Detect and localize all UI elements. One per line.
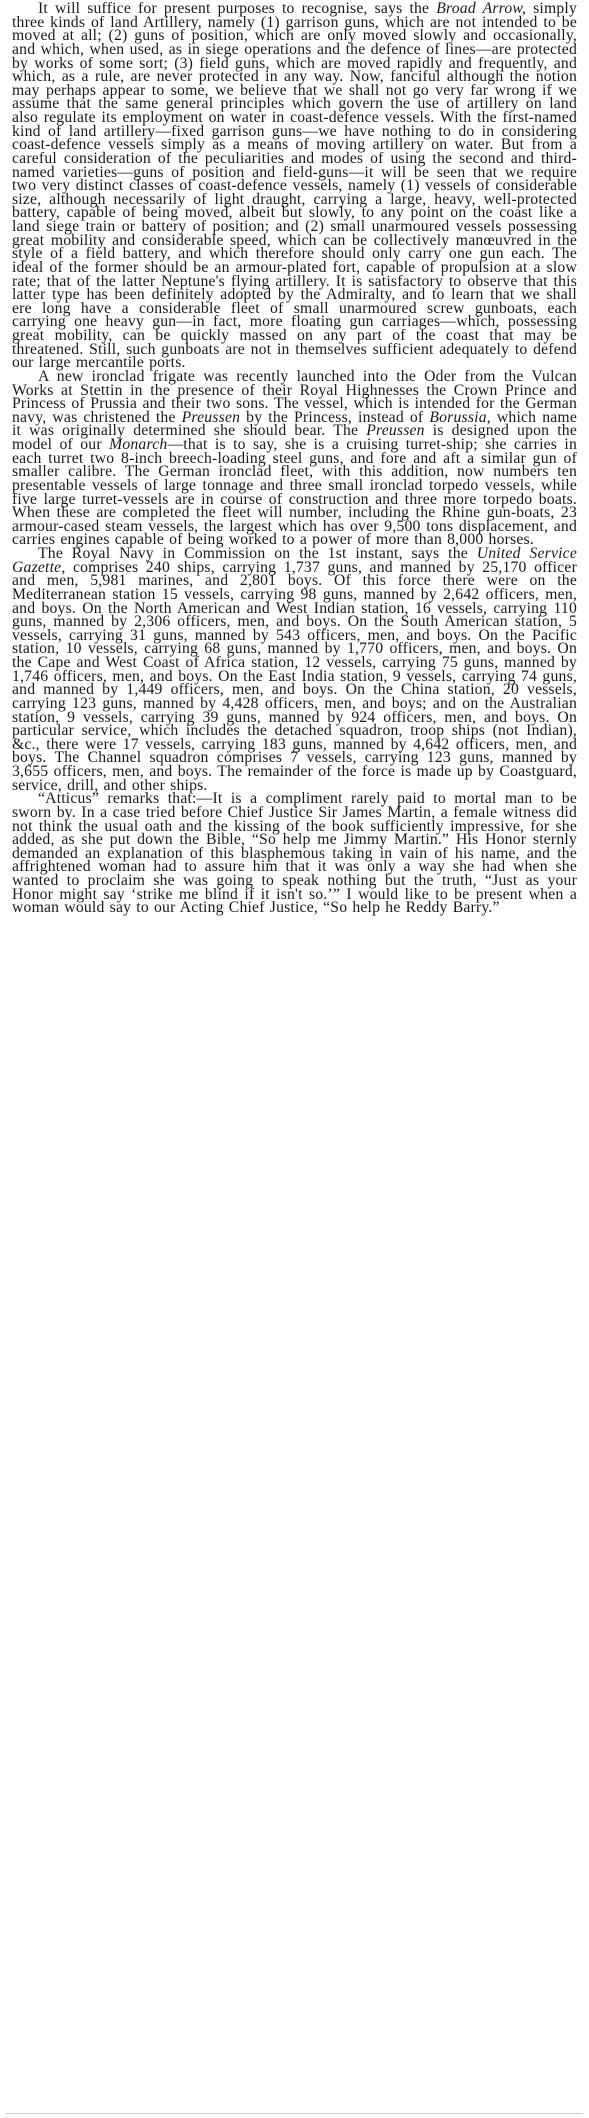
article-preussen-frigate: [12, 367, 578, 549]
italic-title-text: Preussen: [366, 422, 425, 440]
body-text: A new ironclad frigate was recently launched into the Oder from the Vulcan Works at Stettin in the presence of their Royal Highnesses the Crown Prince and Princess of Prussia and their two sons. The vessel, which is intended for the German navy, was christened the: [12, 367, 577, 426]
italic-title-text: United Service Gazette,: [12, 545, 577, 576]
article-atticus-oath: [12, 792, 577, 915]
italic-title-text: Broad Arrow,: [436, 0, 527, 17]
body-text: is designed upon the model of our: [12, 422, 578, 453]
body-text: which name it was originally determined she should bear. The: [12, 408, 577, 440]
column-bottom-rule: [6, 2113, 583, 2114]
article-coast-defence: [12, 2, 577, 370]
article-royal-navy-commission: [12, 547, 577, 792]
body-text: It will suffice for present purposes to recognise, says the: [38, 0, 437, 17]
italic-title-text: Preussen: [181, 408, 241, 426]
body-text: comprises 240 ships, carrying 1,737 guns, and manned by 25,170 officer and men, 5,981 marines, and 2,801 boys. Of this force there were on the Mediterranean station 15 vessels, carrying 98 guns, manned by 2,642 officers, men, and boys. On the North American and West Indian station, 16 vessels, carrying 110 guns, manned by 2,306 officers, men, and boys. On the South American station, 5 vessels, carrying 31 guns, manned by 543 officers, men, and boys. On the Pacific station, 10 vessels, carrying 68 guns, manned by 1,770 officers, men, and boys. On the Cape and West Coast of Africa station, 12 vessels, carrying 75 guns, manned by 1,746 officers, men, and boys. On the East India station, 9 vessels, carrying 74 guns, and manned by 1,449 officers, men, and boys. On the China station, 20 vessels, carrying 123 guns, manned by 4,428 officers, men, and boys; and on the Australian station, 9 vessels, carrying 39 guns, manned by 924 officers, men, and boys. On particular service, which includes the detached squadron, troop ships (not Indian), &c., there were 17 vessels, carrying 183 guns, manned by 4,642 officers, men, and boys. The Channel squadron comprises 7 vessels, carrying 123 guns, manned by 3,655 officers, men, and boys. The remainder of the force is made up by Coastguard, service, drill, and other ships.: [12, 558, 577, 794]
body-text: —that is to say, she is a cruising turret-ship; she carries in each turret two 8-inch breech-loading steel guns, and fore and aft a similar gun of smaller calibre. The German ironclad fleet, with this addition, now numbers ten presentable vessels of large tonnage and three small ironclad torpedo vessels, while five large turret-vessels are in course of construction and three more torpedo boats. When these are completed the fleet will number, including the Rhine gun-boats, 23 armour-cased steam vessels, the largest which has over 9,500 tons displacement, and carries engines capable of being worked to a power of more than 8,000 horses.: [12, 436, 578, 549]
body-text: “Atticus” remarks that:—It is a compliment rarely paid to mortal man to be sworn by. In a case tried before Chief Justice Sir James Martin, a female witness did not think the usual oath and the kissing of the book sufficiently impressive, for she added, as she put down the Bible, “So help me Jimmy Martin.” His Honor sternly demanded an explanation of this blasphemous taking in vain of his name, and the affrightened woman had to assure him that it was only a way she had when she wanted to proclaim she was going to speak nothing but the truth, “Just as your Honor might say ‘strike me blind if it isn't so.’” I would like to be present when a woman would say to our Acting Chief Justice, “So help he Reddy Barry.”: [12, 790, 577, 917]
body-text: simply three kinds of land Artillery, namely (1) garrison guns, which are not intended to be moved at all; (2) guns of position, which are only moved slowly and occasionally, and which, when used, as in siege operations and the defence of lines—are protected by works of some sort; (3) field guns, which are moved rapidly and frequently, and which, as a rule, are never protected in any way. Now, fanciful although the notion may perhaps appear to some, we believe that we shall not go very far wrong if we assume that the same general principles which govern the use of artillery on land also regulate its employment on water in coast-defence vessels. With the first-named kind of land artillery—fixed garrison guns—we have nothing to do in considering coast-defence vessels simply as a means of moving artillery on water. But from a careful consideration of the peculiarities and modes of using the second and third-named varieties—guns of position and field-guns—it will be seen that we require two very distinct classes of coast-defence vessels, namely (1) vessels of considerable size, although necessarily of light draught, carrying a large, heavy, well-protected battery, capable of being moved, albeit but slowly, to any point on the coast like a land siege train or battery of position; and (2) small unarmoured vessels possessing great mobility and considerable speed, which can be collectively manœuvred in the style of a field battery, and which therefore should only carry one gun each. The ideal of the former should be an armour-plated fort, capable of propulsion at a slow rate; that of the latter Neptune's flying artillery. It is satisfactory to observe that this latter type has been definitely adopted by the Admiralty, and to learn that we shall ere long have a considerable fleet of small unarmoured screw gunboats, each carrying one heavy gun—in fact, more floating gun carriages—which, possessing great mobility, can be quickly massed on any part of the coast that may be threatened. Still, such gunboats are not in themselves sufficient adequately to defend our large mercantile ports.: [12, 0, 577, 372]
body-text: by the Princess, instead of: [240, 408, 430, 426]
italic-title-text: Monarch: [109, 436, 168, 453]
italic-title-text: Borussia,: [429, 408, 491, 426]
body-text: The Royal Navy in Commission on the 1st instant, says the: [38, 545, 477, 562]
